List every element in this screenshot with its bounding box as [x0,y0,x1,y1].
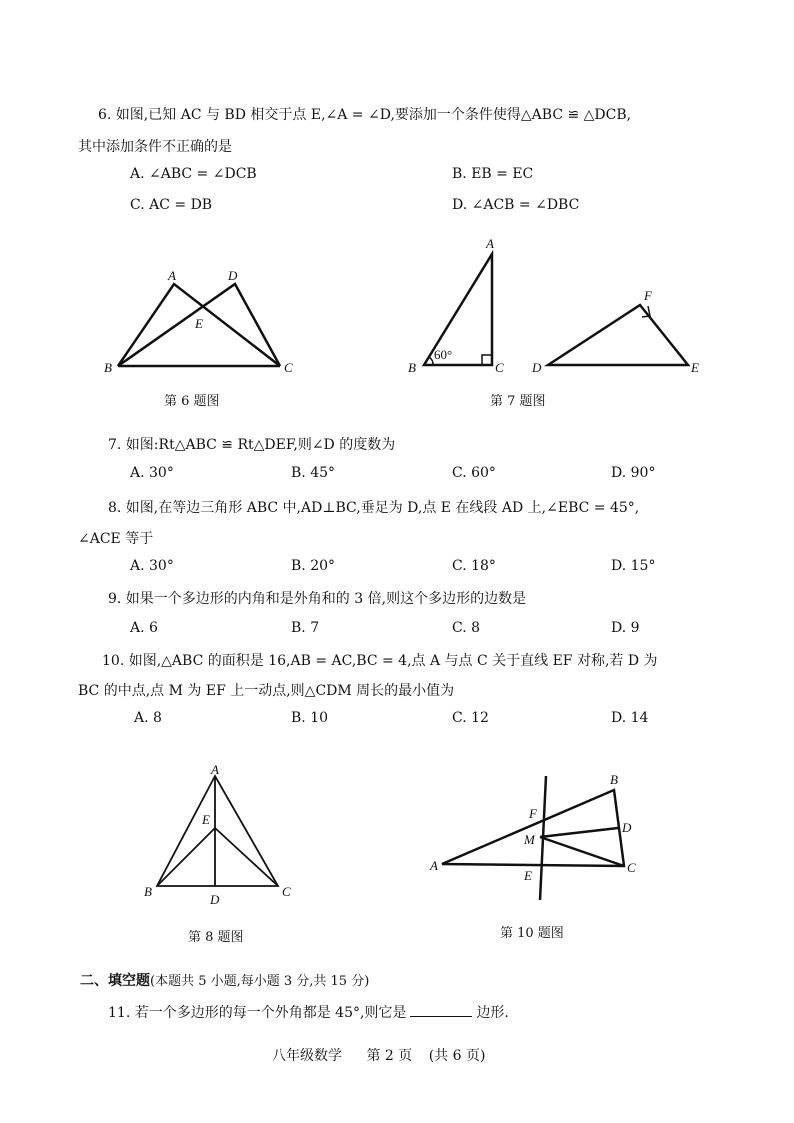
q10-option-b: B. 10 [291,710,329,726]
fig6-label-b: B [104,360,112,375]
page-footer [272,1045,485,1065]
q11-stem [108,1002,509,1022]
q6-option-b: B. EB = EC [452,166,534,182]
fig7-label-c: C [495,360,504,375]
q9-option-b: B. 7 [291,620,320,636]
figure-q6 [100,262,300,382]
fig7-label-a: A [486,236,494,251]
q7-option-a: A. 30° [130,465,174,481]
footer-page: 第 2 页 [366,1048,413,1064]
fig8-label-e: E [202,812,210,827]
fig6-label-c: C [284,360,293,375]
q6-stem-line2: 其中添加条件不正确的是 [78,139,232,155]
q8-figure-caption: 第 8 题图 [188,930,244,945]
section2-heading [80,970,369,990]
q10-option-a: A. 8 [134,710,162,726]
fig10-label-c: C [627,860,636,875]
fig7-angle-label: 60° [434,347,453,362]
figure-q7 [400,232,710,382]
q10-figure-caption: 第 10 题图 [500,926,564,941]
q9-option-a: A. 6 [130,620,158,636]
fig10-label-f: F [529,806,537,821]
fig10-label-e: E [524,868,532,883]
q9-stem: 9. 如果一个多边形的内角和是外角和的 3 倍,则这个多边形的边数是 [108,591,527,607]
q6-figure-caption: 第 6 题图 [164,394,220,409]
q8-option-c: C. 18° [452,558,496,574]
fig8-label-b: B [144,884,152,899]
q7-option-b: B. 45° [291,465,336,481]
q11-stem-before: 11. 若一个多边形的每一个外角都是 45°,则它是 [108,1005,407,1021]
q7-option-d: D. 90° [611,465,656,481]
q11-stem-after: 边形. [476,1005,509,1021]
q6-stem-line1: 6. 如图,已知 AC 与 BD 相交于点 E,∠A = ∠D,要添加一个条件使得△ABC ≌ △DCB, [98,107,632,123]
q6-option-c: C. AC = DB [130,197,213,213]
section2-title: 二、填空题 [80,973,150,989]
q8-option-b: B. 20° [291,558,336,574]
q10-option-c: C. 12 [452,710,489,726]
q11-answer-blank[interactable] [410,1004,472,1017]
fig7-label-f: F [644,288,652,303]
fig7-label-b: B [408,360,416,375]
fig7-label-d: D [532,360,542,375]
fig8-label-d: D [210,892,220,907]
fig10-label-d: D [622,820,632,835]
figure-q8-lines [157,776,278,886]
fig6-label-e: E [195,316,203,331]
fig10-label-a: A [430,858,438,873]
q6-option-d: D. ∠ACB = ∠DBC [452,197,580,213]
figure-q8 [140,760,300,910]
fig8-label-a: A [211,762,219,777]
q8-option-d: D. 15° [611,558,656,574]
fig6-label-d: D [228,268,238,283]
q10-stem-line1: 10. 如图,△ABC 的面积是 16,AB = AC,BC = 4,点 A 与点 C 关于直线 EF 对称,若 D 为 [102,653,658,669]
fig6-label-a: A [168,268,176,283]
q7-stem: 7. 如图:Rt△ABC ≌ Rt△DEF,则∠D 的度数为 [108,437,396,453]
q6-option-a: A. ∠ABC = ∠DCB [130,166,257,182]
footer-subject: 八年级数学 [272,1048,342,1064]
q9-option-d: D. 9 [611,620,640,636]
fig7-label-e: E [691,360,699,375]
fig10-label-m: M [524,832,535,847]
fig10-label-b: B [610,772,618,787]
section2-note: (本题共 5 小题,每小题 3 分,共 15 分) [150,974,370,989]
q7-figure-caption: 第 7 题图 [490,394,546,409]
q8-option-a: A. 30° [130,558,174,574]
footer-total: (共 6 页) [428,1048,486,1064]
q7-option-c: C. 60° [452,465,496,481]
q10-stem-line2: BC 的中点,点 M 为 EF 上一动点,则△CDM 周长的最小值为 [78,683,455,699]
q10-option-d: D. 14 [611,710,649,726]
figure-q7-triangle-def [548,305,688,365]
figure-q10-triangle [442,790,624,866]
fig8-label-c: C [282,884,291,899]
q8-stem-line2: ∠ACE 等于 [78,531,154,547]
q8-stem-line1: 8. 如图,在等边三角形 ABC 中,AD⊥BC,垂足为 D,点 E 在线段 AD 上,∠EBC = 45°, [108,500,640,516]
figure-q10 [428,768,648,908]
q9-option-c: C. 8 [452,620,481,636]
